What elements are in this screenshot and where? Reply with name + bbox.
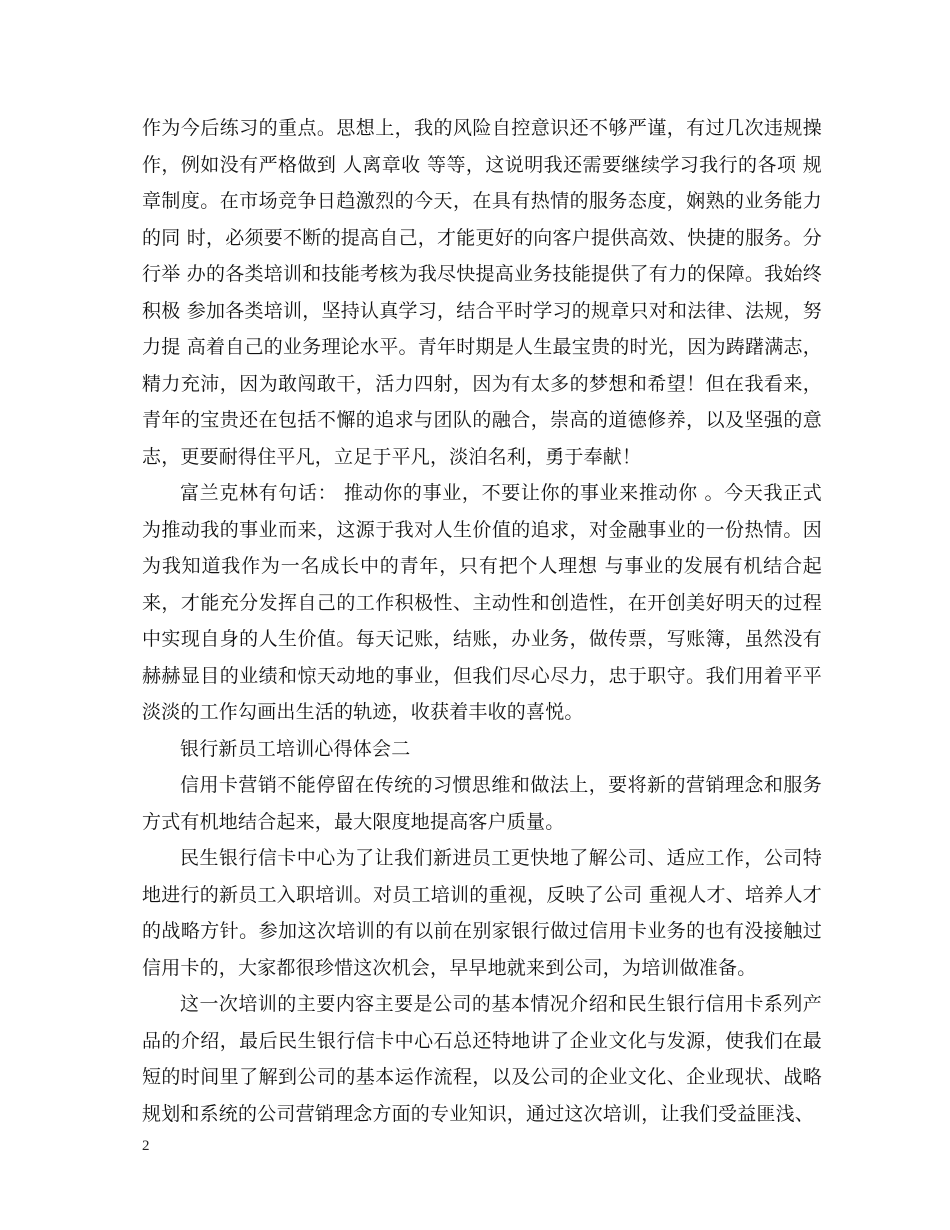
- section-heading: 银行新员工培训心得体会二: [180, 737, 411, 760]
- paragraph-5: 这一次培训的主要内容主要是公司的基本情况介绍和民生银行信用卡系列产品的介绍，最后民生银行信卡中心石总还特地讲了企业文化与发源，使我们在最短的时间里了解到公司的基本运作流程，以及公司的企业文化、企业现状、战略规划和系统的公司营销理念方面的专业知识，通过这次培训，让我们受益匪浅、: [142, 993, 822, 1125]
- paragraph-1: 作为今后练习的重点。思想上，我的风险自控意识还不够严谨，有过几次违规操作，例如没有严格做到 人离章收 等等，这说明我还需要继续学习我行的各项 规章制度。在市场竞争日趋激烈的今天，在具有热情的服务态度，娴熟的业务能力的同 时，必须要不断的提高自己，才能更好的向客户提供高效、快捷的服务。分行举 办的各类培训和技能考核为我尽快提高业务技能提供了有力的保障。我始终积极 参加各类培训，坚持认真学习，结合平时学习的规章只对和法律、法规，努力提 高着自己的业务理论水平。青年时期是人生最宝贵的时光，因为踌躇满志，精力充沛，因为敢闯敢干，活力四射，因为有太多的梦想和希望！但在我看来，青年的宝贵还在包括不懈的追求与团队的融合，崇高的道德修养，以及坚强的意志，更要耐得住平凡，立足于平凡，淡泊名利，勇于奉献！: [142, 117, 822, 468]
- document-body: [142, 110, 822, 1132]
- paragraph-2: 富兰克林有句话： 推动你的事业，不要让你的事业来推动你 。今天我正式为推动我的事业而来，这源于我对人生价值的追求，对金融事业的一份热情。因为我知道我作为一名成长中的青年，只有把个人理想 与事业的发展有机结合起来，才能充分发挥自己的工作积极性、主动性和创造性，在开创美好明天的过程中实现自身的人生价值。每天记账，结账，办业务，做传票，写账簿，虽然没有赫赫显目的业绩和惊天动地的事业，但我们尽心尽力，忠于职守。我们用着平平淡淡的工作勾画出生活的轨迹，收获着丰收的喜悦。: [142, 482, 822, 723]
- page-number: 2: [142, 1138, 150, 1154]
- paragraph-4: 民生银行信卡中心为了让我们新进员工更快地了解公司、适应工作，公司特地进行的新员工入职培训。对员工培训的重视，反映了公司 重视人才、培养人才的战略方针。参加这次培训的有以前在别家银行做过信用卡业务的也有没接触过信用卡的，大家都很珍惜这次机会，早早地就来到公司，为培训做准备。: [142, 847, 822, 979]
- paragraph-3: 信用卡营销不能停留在传统的习惯思维和做法上，要将新的营销理念和服务方式有机地结合起来，最大限度地提高客户质量。: [142, 774, 822, 833]
